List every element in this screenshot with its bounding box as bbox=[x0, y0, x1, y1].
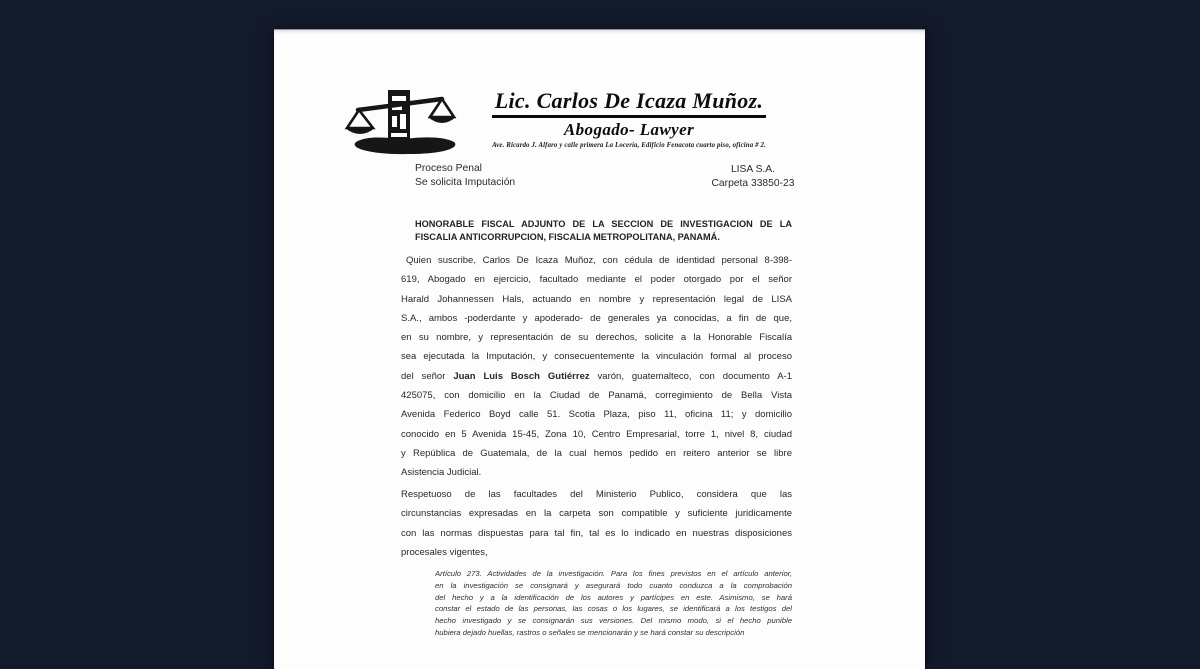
text-line: Avenida Federico Boyd calle 51. Scotia Plaza, piso 11, oficina 11; y domicilio bbox=[401, 409, 792, 421]
text-line: Asistencia Judicial. bbox=[401, 467, 482, 479]
text-line: con las normas dispuestas para tal fin, tal es lo indicado en nuestras disposiciones bbox=[401, 527, 792, 539]
case-reference-left bbox=[415, 162, 515, 189]
lawyer-subtitle: Abogado- Lawyer bbox=[563, 120, 695, 139]
lawyer-name-title: Lic. Carlos De Icaza Muñoz. bbox=[492, 88, 766, 118]
case-request-type: Se solicita Imputación bbox=[415, 176, 516, 188]
case-folder-number: Carpeta 33850-23 bbox=[711, 177, 795, 189]
text-line: FISCALIA ANTICORRUPCION, FISCALIA METROPOLITANA, PANAMÁ. bbox=[415, 232, 720, 243]
case-client-name: LISA S.A. bbox=[730, 164, 776, 175]
text-line: hubiera dejado huellas, rastros o señales se mencionarán y se hará constar su descripción bbox=[435, 627, 745, 637]
case-reference-right bbox=[670, 163, 836, 190]
text-line: en su nombre, y representación de su derechos, solicite a la Honorable Fiscalía bbox=[401, 332, 792, 344]
text-line: Respetuoso de las facultades del Ministerio Publico, considera que las bbox=[401, 489, 792, 500]
letterhead-address: Ave. Ricardo J. Alfaro y calle primera La Locería, Edificio Fenacota cuarto piso, oficina # 2. bbox=[492, 142, 766, 149]
text-line: Artículo 273. Actividades de la investigación. Para los fines previstos en el artículo anterior, bbox=[435, 569, 792, 578]
body-paragraph-2 bbox=[401, 485, 792, 562]
body-paragraph-1 bbox=[401, 251, 792, 483]
letterhead bbox=[424, 88, 834, 149]
text-line: sea ejecutada la Imputación, y consecuentemente la vinculación formal al proceso bbox=[401, 351, 792, 363]
text-line: del señor Juan Luis Bosch Gutiérrez varón, guatemalteco, con documento A-1 bbox=[401, 370, 792, 382]
text-line: constar el estado de las personas, las cosas o los lugares, se identificará a los testigos del bbox=[435, 604, 792, 614]
text-line: circunstancias expresadas en la carpeta son compatible y suficiente juridicamente bbox=[401, 508, 792, 520]
text-line: 425075, con domicilio en la Ciudad de Panamá, corregimiento de Bella Vista bbox=[401, 390, 792, 402]
text-line: hecho investigado y se consignarán sus versiones. Del mismo modo, si el hecho punible bbox=[435, 616, 792, 626]
text-line: del hecho y a la identificación de los autores y partícipes en este. Asimismo, se hará bbox=[435, 592, 792, 602]
text-line: procesales vigentes, bbox=[401, 546, 488, 558]
text-line: HONORABLE FISCAL ADJUNTO DE LA SECCION DE INVESTIGACION DE LA bbox=[415, 219, 792, 229]
text-line: 619, Abogado en ejercicio, facultado mediante el poder otorgado por el señor bbox=[401, 274, 792, 286]
legal-quote-article-273 bbox=[435, 568, 792, 639]
case-process-type: Proceso Penal bbox=[415, 163, 482, 174]
text-line: conocido en 5 Avenida 15-45, Zona 10, Centro Empresarial, torre 1, nivel 8, ciudad bbox=[401, 428, 792, 440]
text-line: Harald Johannessen Hals, actuando en nombre y representación legal de LISA bbox=[401, 293, 792, 305]
salutation-heading bbox=[415, 218, 792, 245]
letterhead-name-row bbox=[424, 88, 834, 118]
scanned-legal-document-page bbox=[274, 29, 925, 669]
text-line: S.A., ambos -poderdante y apoderado- de generales ya conocidas, a fin de que, bbox=[401, 312, 792, 324]
text-line: en la investigación se consignará y asegurará todo cuanto conduzca a la comprobación bbox=[435, 580, 792, 590]
text-line: y República de Guatemala, de la cual hemos pedido en reitero anterior se libre bbox=[401, 447, 792, 459]
text-line: Quien suscribe, Carlos De Icaza Muñoz, con cédula de identidad personal 8-398- bbox=[406, 255, 792, 266]
